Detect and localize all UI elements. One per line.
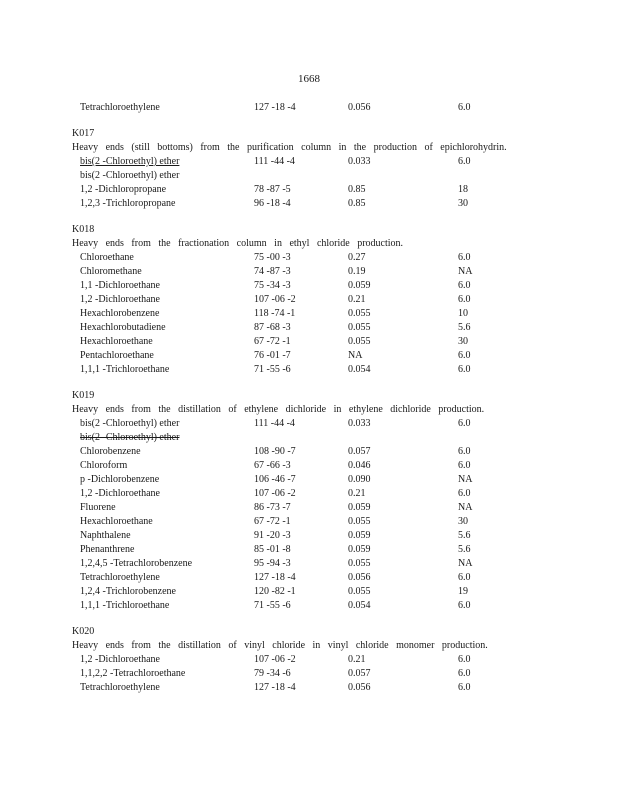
wastewater-concentration: 0.055 (348, 586, 371, 597)
wastewater-concentration: 0.21 (348, 654, 366, 665)
wastewater-concentration: 0.21 (348, 488, 366, 499)
cas-number: 74 -87 -3 (254, 266, 291, 277)
table-row (72, 667, 592, 681)
cas-number: 107 -06 -2 (254, 488, 296, 499)
section-gap (72, 115, 592, 127)
nonwastewater-limit: 6.0 (458, 654, 471, 665)
constituent-name: bis(2 -Chloroethyl) ether (80, 418, 180, 429)
nonwastewater-limit: 6.0 (458, 418, 471, 429)
table-row (72, 251, 592, 265)
constituent-name: Hexachlorobutadiene (80, 322, 166, 333)
wastewater-concentration: 0.054 (348, 364, 371, 375)
section-gap (72, 211, 592, 223)
table-row (72, 279, 592, 293)
nonwastewater-limit: 6.0 (458, 350, 471, 361)
waste-constituent-table (72, 101, 592, 695)
wastewater-concentration: 0.057 (348, 446, 371, 457)
cas-number: 67 -72 -1 (254, 336, 291, 347)
constituent-name: Fluorene (80, 502, 116, 513)
waste-description: Heavy ends from the distillation of vinyl chloride in vinyl chloride monomer production. (72, 640, 488, 651)
cas-number: 91 -20 -3 (254, 530, 291, 541)
table-row (72, 431, 592, 445)
nonwastewater-limit: 6.0 (458, 682, 471, 693)
table-row (72, 197, 592, 211)
table-row (72, 265, 592, 279)
nonwastewater-limit: 5.6 (458, 544, 471, 555)
constituent-name: 1,1,2,2 -Tetrachloroethane (80, 668, 186, 679)
cas-number: 67 -66 -3 (254, 460, 291, 471)
waste-code: K020 (72, 626, 95, 637)
wastewater-concentration: 0.057 (348, 668, 371, 679)
constituent-name: 1,2 -Dichloroethane (80, 488, 160, 499)
table-row (72, 307, 592, 321)
table-row (72, 335, 592, 349)
cas-number: 111 -44 -4 (254, 156, 295, 167)
cas-number: 87 -68 -3 (254, 322, 291, 333)
nonwastewater-limit: 6.0 (458, 294, 471, 305)
cas-number: 107 -06 -2 (254, 294, 296, 305)
wastewater-concentration: 0.046 (348, 460, 371, 471)
section-gap (72, 377, 592, 389)
table-row (72, 293, 592, 307)
nonwastewater-limit: NA (458, 474, 473, 485)
wastewater-concentration: 0.059 (348, 502, 371, 513)
table-row (72, 515, 592, 529)
wastewater-concentration: 0.033 (348, 418, 371, 429)
constituent-name: Phenanthrene (80, 544, 135, 555)
table-row (72, 543, 592, 557)
nonwastewater-limit: NA (458, 266, 473, 277)
waste-description: Heavy ends from the fractionation column in ethyl chloride production. (72, 238, 404, 249)
cas-number: 106 -46 -7 (254, 474, 296, 485)
wastewater-concentration: 0.056 (348, 102, 371, 113)
cas-number: 118 -74 -1 (254, 308, 296, 319)
constituent-name: Pentachloroethane (80, 350, 154, 361)
wastewater-concentration: 0.055 (348, 516, 371, 527)
cas-number: 86 -73 -7 (254, 502, 291, 513)
wastewater-concentration: 0.19 (348, 266, 366, 277)
cas-number: 71 -55 -6 (254, 364, 291, 375)
wastewater-concentration: 0.059 (348, 280, 371, 291)
page-number: 1668 (298, 73, 320, 85)
constituent-name: 1,2 -Dichloroethane (80, 654, 160, 665)
wastewater-concentration: 0.059 (348, 530, 371, 541)
wastewater-concentration: 0.090 (348, 474, 371, 485)
table-row (72, 585, 592, 599)
constituent-name: Naphthalene (80, 530, 131, 541)
constituent-name: Hexachloroethane (80, 516, 153, 527)
nonwastewater-limit: 6.0 (458, 446, 471, 457)
cas-number: 107 -06 -2 (254, 654, 296, 665)
nonwastewater-limit: 6.0 (458, 156, 471, 167)
cas-number: 67 -72 -1 (254, 516, 291, 527)
waste-description: Heavy ends (still bottoms) from the purification column in the production of epichlorohydrin. (72, 142, 507, 153)
cas-number: 127 -18 -4 (254, 682, 296, 693)
constituent-name: 1,1,1 -Trichloroethane (80, 364, 170, 375)
wastewater-concentration: 0.054 (348, 600, 371, 611)
constituent-name: Tetrachloroethylene (80, 682, 160, 693)
cas-number: 120 -82 -1 (254, 586, 296, 597)
constituent-name: 1,2 -Dichloropropane (80, 184, 167, 195)
constituent-name: p -Dichlorobenzene (80, 474, 160, 485)
constituent-name: bis(2 -Chloroethyl) ether (80, 432, 180, 443)
constituent-name: bis(2 -Chloroethyl) ether (80, 170, 180, 181)
cas-number: 95 -94 -3 (254, 558, 291, 569)
wastewater-concentration: 0.27 (348, 252, 366, 263)
constituent-name: Chlorobenzene (80, 446, 141, 457)
nonwastewater-limit: NA (458, 558, 473, 569)
nonwastewater-limit: 6.0 (458, 252, 471, 263)
constituent-name: Hexachlorobenzene (80, 308, 160, 319)
nonwastewater-limit: 6.0 (458, 280, 471, 291)
waste-code: K019 (72, 390, 95, 401)
constituent-name: 1,2,3 -Trichloropropane (80, 198, 176, 209)
table-row (72, 321, 592, 335)
constituent-name: Chloroethane (80, 252, 134, 263)
table-row (72, 459, 592, 473)
cas-number: 78 -87 -5 (254, 184, 291, 195)
nonwastewater-limit: 6.0 (458, 572, 471, 583)
wastewater-concentration: 0.85 (348, 198, 366, 209)
constituent-name: 1,1 -Dichloroethane (80, 280, 160, 291)
nonwastewater-limit: 18 (458, 184, 468, 195)
wastewater-concentration: 0.033 (348, 156, 371, 167)
constituent-name: 1,2 -Dichloroethane (80, 294, 160, 305)
table-row (72, 101, 592, 115)
table-row (72, 501, 592, 515)
constituent-name: bis(2 -Chloroethyl) ether (80, 156, 180, 167)
nonwastewater-limit: 6.0 (458, 488, 471, 499)
table-row (72, 529, 592, 543)
table-row (72, 417, 592, 431)
waste-code: K018 (72, 224, 95, 235)
cas-number: 79 -34 -6 (254, 668, 291, 679)
constituent-name: Tetrachloroethylene (80, 572, 160, 583)
constituent-name: Hexachloroethane (80, 336, 153, 347)
waste-code: K017 (72, 128, 95, 139)
wastewater-concentration: 0.21 (348, 294, 366, 305)
cas-number: 85 -01 -8 (254, 544, 291, 555)
wastewater-concentration: 0.056 (348, 572, 371, 583)
wastewater-concentration: 0.055 (348, 336, 371, 347)
nonwastewater-limit: 5.6 (458, 530, 471, 541)
nonwastewater-limit: 19 (458, 586, 468, 597)
table-row (72, 169, 592, 183)
table-row (72, 445, 592, 459)
nonwastewater-limit: 6.0 (458, 102, 471, 113)
nonwastewater-limit: 30 (458, 336, 468, 347)
cas-number: 71 -55 -6 (254, 600, 291, 611)
section-gap (72, 613, 592, 625)
constituent-name: Chloroform (80, 460, 128, 471)
wastewater-concentration: NA (348, 350, 363, 361)
wastewater-concentration: 0.059 (348, 544, 371, 555)
table-row (72, 183, 592, 197)
constituent-name: 1,1,1 -Trichloroethane (80, 600, 170, 611)
nonwastewater-limit: 6.0 (458, 364, 471, 375)
cas-number: 75 -00 -3 (254, 252, 291, 263)
table-row (72, 487, 592, 501)
table-row (72, 473, 592, 487)
cas-number: 76 -01 -7 (254, 350, 291, 361)
wastewater-concentration: 0.055 (348, 308, 371, 319)
waste-description: Heavy ends from the distillation of ethylene dichloride in ethylene dichloride production. (72, 404, 485, 415)
nonwastewater-limit: 6.0 (458, 460, 471, 471)
table-row (72, 599, 592, 613)
table-row (72, 681, 592, 695)
table-row (72, 557, 592, 571)
cas-number: 127 -18 -4 (254, 102, 296, 113)
table-row (72, 349, 592, 363)
table-row (72, 363, 592, 377)
nonwastewater-limit: 5.6 (458, 322, 471, 333)
wastewater-concentration: 0.056 (348, 682, 371, 693)
cas-number: 111 -44 -4 (254, 418, 295, 429)
nonwastewater-limit: NA (458, 502, 473, 513)
wastewater-concentration: 0.055 (348, 322, 371, 333)
table-row (72, 155, 592, 169)
wastewater-concentration: 0.85 (348, 184, 366, 195)
constituent-name: 1,2,4,5 -Tetrachlorobenzene (80, 558, 193, 569)
wastewater-concentration: 0.055 (348, 558, 371, 569)
cas-number: 96 -18 -4 (254, 198, 291, 209)
constituent-name: Tetrachloroethylene (80, 102, 160, 113)
nonwastewater-limit: 30 (458, 198, 468, 209)
table-row (72, 653, 592, 667)
nonwastewater-limit: 6.0 (458, 668, 471, 679)
constituent-name: Chloromethane (80, 266, 142, 277)
cas-number: 108 -90 -7 (254, 446, 296, 457)
table-row (72, 571, 592, 585)
nonwastewater-limit: 10 (458, 308, 468, 319)
cas-number: 75 -34 -3 (254, 280, 291, 291)
cas-number: 127 -18 -4 (254, 572, 296, 583)
constituent-name: 1,2,4 -Trichlorobenzene (80, 586, 176, 597)
nonwastewater-limit: 6.0 (458, 600, 471, 611)
nonwastewater-limit: 30 (458, 516, 468, 527)
